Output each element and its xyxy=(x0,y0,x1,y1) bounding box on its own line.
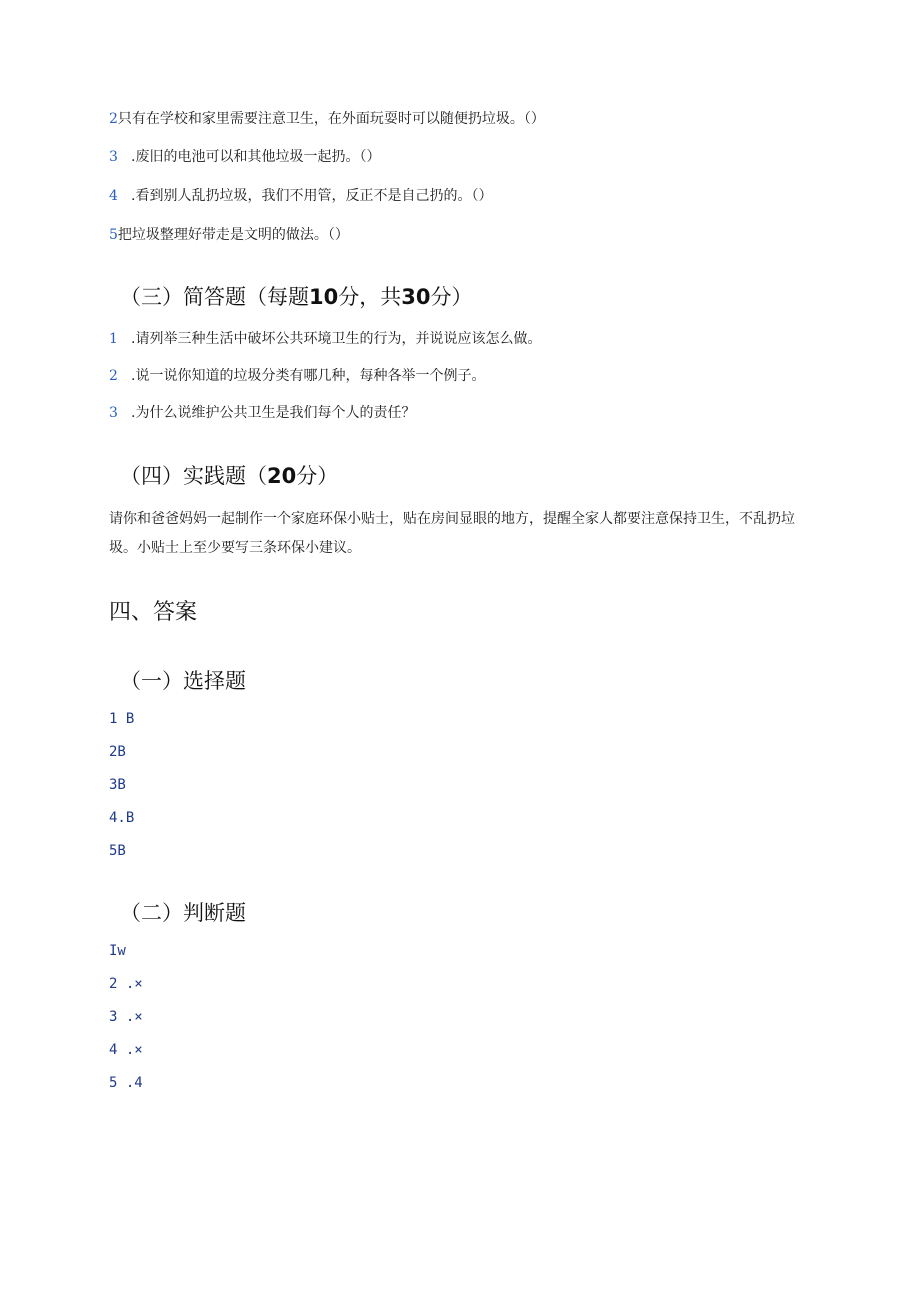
choice-answer-3: 3B xyxy=(109,777,126,793)
question-number: 3 xyxy=(109,405,118,421)
heading-points: 20 xyxy=(267,464,297,488)
practice-text: 请你和爸爸妈妈一起制作一个家庭环保小贴士，贴在房间显眼的地方，提醒全家人都要注意保持卫生，不乱扔垃圾。小贴士上至少要写三条环保小建议。 xyxy=(109,511,795,556)
judge-question-5 xyxy=(109,225,349,245)
question-text: .说一说你知道的垃圾分类有哪几种，每种各举一个例子。 xyxy=(131,368,486,384)
question-text: .废旧的电池可以和其他垃圾一起扔。（） xyxy=(131,149,381,165)
question-text: .请列举三种生活中破坏公共环境卫生的行为，并说说应该怎么做。 xyxy=(131,331,542,347)
choice-answer-1: 1 B xyxy=(109,711,135,727)
question-text: 只有在学校和家里需要注意卫生，在外面玩耍时可以随便扔垃圾。（） xyxy=(117,111,545,127)
short-answer-question-3 xyxy=(109,403,415,423)
practice-heading xyxy=(120,462,338,490)
judge-answer-4: 4 .× xyxy=(109,1042,143,1058)
short-answer-question-2 xyxy=(109,366,485,386)
question-number: 5 xyxy=(109,227,118,243)
question-text: .看到别人乱扔垃圾，我们不用管，反正不是自己扔的。（） xyxy=(131,188,493,204)
judge-question-2 xyxy=(109,109,545,129)
heading-text: 分） xyxy=(430,285,473,309)
question-number: 2 xyxy=(109,368,118,384)
question-number: 4 xyxy=(109,188,118,204)
choice-answers-heading: （一）选择题 xyxy=(120,669,246,693)
choice-answer-4: 4.B xyxy=(109,810,135,826)
question-number: 3 xyxy=(109,149,118,165)
heading-points: 10 xyxy=(309,285,339,309)
judge-answer-3: 3 .× xyxy=(109,1009,143,1025)
question-number: 1 xyxy=(109,331,118,347)
short-answer-question-1 xyxy=(109,329,541,349)
question-text: 把垃圾整理好带走是文明的做法。（） xyxy=(117,227,349,243)
heading-text: （三）简答题（每题 xyxy=(120,285,309,309)
choice-answer-2: 2B xyxy=(109,744,126,760)
short-answer-heading xyxy=(120,283,472,311)
heading-total: 30 xyxy=(401,285,431,309)
judge-answer-5: 5 .4 xyxy=(109,1075,143,1091)
judge-answer-1: Iw xyxy=(109,943,126,959)
heading-text: （四）实践题（ xyxy=(120,464,267,488)
judge-answers-heading: （二）判断题 xyxy=(120,901,246,925)
heading-text: 分，共 xyxy=(338,285,402,309)
judge-answer-2: 2 .× xyxy=(109,976,143,992)
judge-question-3 xyxy=(109,147,380,167)
answers-title: 四、答案 xyxy=(109,600,198,625)
question-number: 2 xyxy=(109,111,118,127)
heading-text: 分） xyxy=(296,464,339,488)
question-text: .为什么说维护公共卫生是我们每个人的责任？ xyxy=(131,405,416,421)
judge-question-4 xyxy=(109,186,492,206)
choice-answer-5: 5B xyxy=(109,843,126,859)
